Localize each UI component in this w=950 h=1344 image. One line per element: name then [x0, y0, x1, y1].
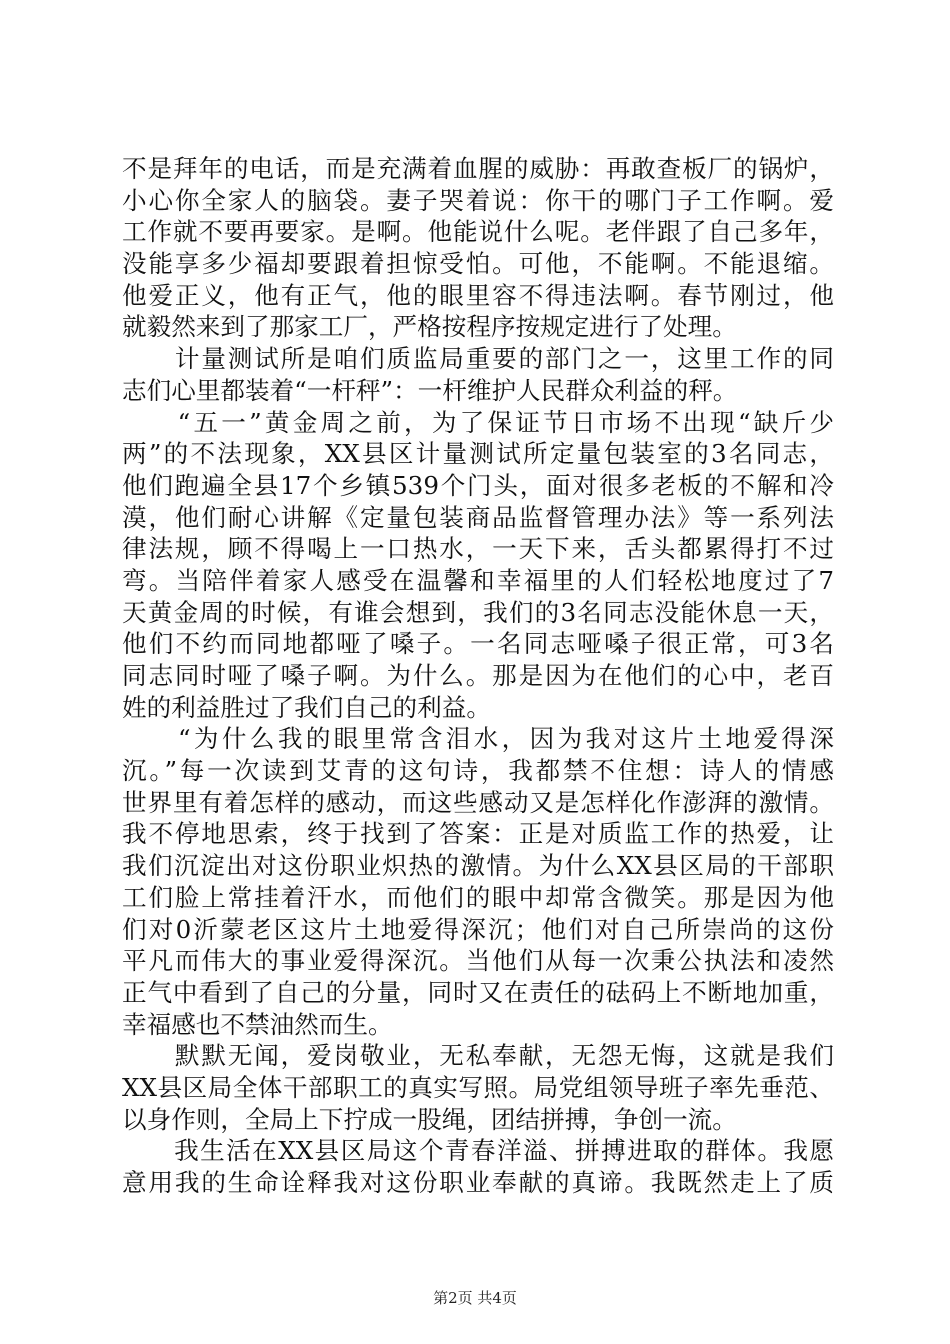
text-line: 没能享多少福却要跟着担惊受怕。可他，不能啊。不能退缩。 [122, 249, 834, 279]
text-line: 默默无闻，爱岗敬业，无私奉献，无怨无悔，这就是我们 [122, 1041, 834, 1071]
text-line: 天黄金周的时候，有谁会想到，我们的3名同志没能休息一天， [122, 597, 834, 627]
text-line: 我生活在XX县区局这个青春洋溢、拼搏进取的群体。我愿 [122, 1136, 834, 1166]
text-line: 弯。当陪伴着家人感受在温馨和幸福里的人们轻松地度过了7 [122, 565, 834, 595]
text-line: 幸福感也不禁油然而生。 [122, 1009, 393, 1039]
text-line: 就毅然来到了那家工厂，严格按程序按规定进行了处理。 [122, 312, 737, 342]
text-line: 两”的不法现象，XX县区计量测试所定量包装室的3名同志， [122, 439, 834, 469]
document-body [122, 153, 834, 1199]
text-line: 正气中看到了自己的分量，同时又在责任的砝码上不断地加重， [122, 977, 834, 1007]
text-line: 我们沉淀出对这份职业炽热的激情。为什么XX县区局的干部职 [122, 851, 834, 881]
text-line: 姓的利益胜过了我们自己的利益。 [122, 692, 491, 722]
text-line: 他们不约而同地都哑了嗓子。一名同志哑嗓子很正常，可3名 [122, 629, 834, 659]
text-line: “为什么我的眼里常含泪水，因为我对这片土地爱得深 [122, 724, 834, 754]
text-line: 计量测试所是咱们质监局重要的部门之一，这里工作的同 [122, 344, 834, 374]
text-line: 同志同时哑了嗓子啊。为什么。那是因为在他们的心中，老百 [122, 661, 834, 690]
text-line: 世界里有着怎样的感动，而这些感动又是怎样化作澎湃的激情。 [122, 787, 834, 817]
text-line: “五一”黄金周之前，为了保证节日市场不出现“缺斤少 [122, 407, 834, 437]
text-line: 小心你全家人的脑袋。妻子哭着说：你干的哪门子工作啊。爱 [122, 185, 834, 215]
text-line: 不是拜年的电话，而是充满着血腥的威胁：再敢查板厂的锅炉， [122, 154, 834, 183]
text-line: 们对0沂蒙老区这片土地爱得深沉；他们对自己所崇尚的这份 [122, 914, 834, 944]
text-line: 漠，他们耐心讲解《定量包装商品监督管理办法》等一系列法 [122, 502, 834, 532]
text-line: 工作就不要再要家。是啊。他能说什么呢。老伴跟了自己多年， [122, 217, 834, 247]
text-line: 他们跑遍全县17个乡镇539个门头，面对很多老板的不解和冷 [122, 470, 834, 500]
text-line: 律法规，顾不得喝上一口热水，一天下来，舌头都累得打不过 [122, 534, 834, 564]
text-line: 以身作则，全局上下拧成一股绳，团结拼搏，争创一流。 [122, 1104, 737, 1134]
text-line: 他爱正义，他有正气，他的眼里容不得违法啊。春节刚过，他 [122, 280, 834, 310]
text-line: 我不停地思索，终于找到了答案：正是对质监工作的热爱，让 [122, 819, 834, 849]
text-line: XX县区局全体干部职工的真实写照。局党组领导班子率先垂范、 [122, 1072, 834, 1102]
page-footer: 第2页 共4页 [433, 1289, 517, 1307]
text-line: 志们心里都装着“一杆秤”：一杆维护人民群众利益的秤。 [122, 375, 738, 405]
text-line: 沉。”每一次读到艾青的这句诗，我都禁不住想：诗人的情感 [122, 756, 834, 786]
text-line: 平凡而伟大的事业爱得深沉。当他们从每一次秉公执法和凌然 [122, 946, 834, 976]
text-line: 工们脸上常挂着汗水，而他们的眼中却常含微笑。那是因为他 [122, 882, 834, 912]
text-line: 意用我的生命诠释我对这份职业奉献的真谛。我既然走上了质 [122, 1168, 834, 1197]
